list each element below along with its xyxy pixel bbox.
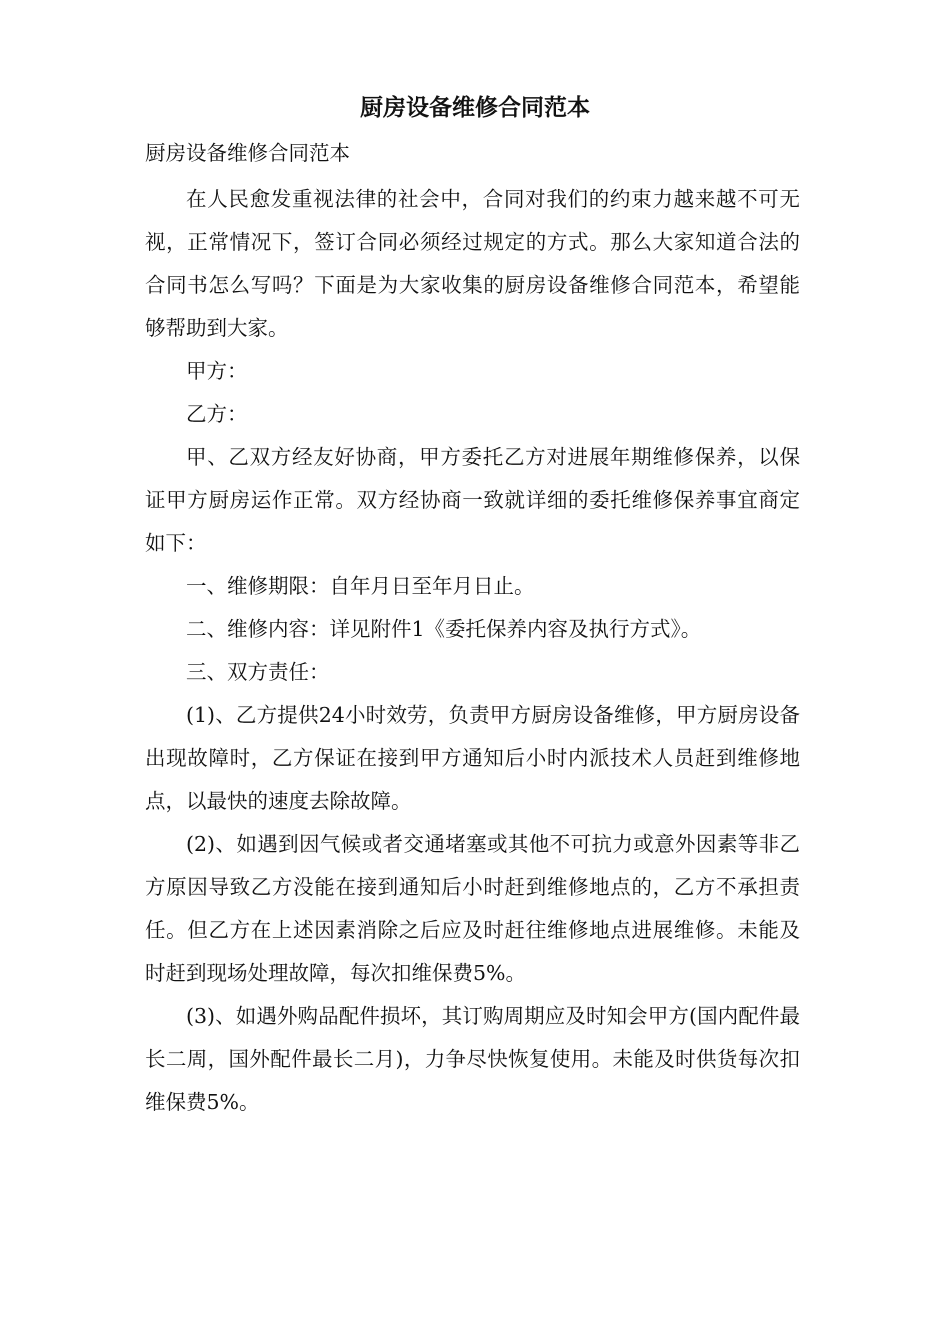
party-a-line: 甲方： [186, 359, 248, 383]
document-title: 厨房设备维修合同范本 [360, 95, 590, 121]
clause-responsibilities: 三、双方责任： [186, 660, 330, 684]
intro-paragraph: 在人民愈发重视法律的社会中，合同对我们的约束力越来越不可无视，正常情况下，签订合同必须经过规定的方式。那么大家知道合法的合同书怎么写吗？下面是为大家收集的厨房设备维修合同范本，希望能够帮助到大家。 [145, 187, 800, 340]
responsibility-item-2: (2)、如遇到因气候或者交通堵塞或其他不可抗力或意外因素等非乙方原因导致乙方没能在接到通知后小时赶到维修地点的，乙方不承担责任。但乙方在上述因素消除之后应及时赶往维修地点进展维修。未能及时赶到现场处理故障，每次扣维保费5%。 [145, 832, 800, 985]
party-b-line: 乙方： [186, 402, 248, 426]
subtitle-paragraph: 厨房设备维修合同范本 [145, 141, 350, 165]
responsibility-item-3: (3)、如遇外购品配件损坏，其订购周期应及时知会甲方(国内配件最长二周，国外配件最长二月)，力争尽快恢复使用。未能及时供货每次扣维保费5%。 [145, 1004, 800, 1114]
responsibility-item-1: (1)、乙方提供24小时效劳，负责甲方厨房设备维修，甲方厨房设备出现故障时，乙方保证在接到甲方通知后小时内派技术人员赶到维修地点，以最快的速度去除故障。 [145, 703, 800, 813]
agreement-paragraph: 甲、乙双方经友好协商，甲方委托乙方对进展年期维修保养，以保证甲方厨房运作正常。双方经协商一致就详细的委托维修保养事宜商定如下： [145, 445, 800, 555]
clause-content: 二、维修内容：详见附件1《委托保养内容及执行方式》。 [186, 617, 702, 641]
clause-term: 一、维修期限：自年月日至年月日止。 [186, 574, 535, 598]
